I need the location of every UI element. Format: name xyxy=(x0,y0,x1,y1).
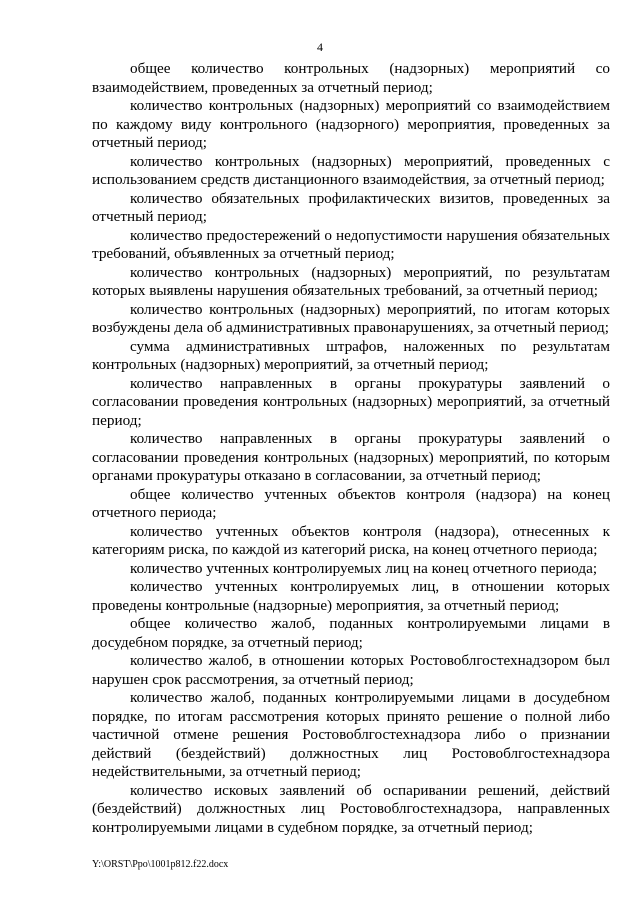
paragraph: общее количество жалоб, поданных контролируемыми лицами в досудебном порядке, за отчетный период; xyxy=(92,615,610,651)
file-path-footer: Y:\ORST\Ppo\1001p812.f22.docx xyxy=(92,859,229,870)
paragraph: общее количество контрольных (надзорных) мероприятий со взаимодействием, проведенных за отчетный период; xyxy=(92,60,610,96)
paragraph: количество обязательных профилактических визитов, проведенных за отчетный период; xyxy=(92,189,610,225)
paragraph: количество предостережений о недопустимости нарушения обязательных требований, объявленных за отчетный период; xyxy=(92,226,610,262)
paragraph: количество исковых заявлений об оспаривании решений, действий (бездействий) должностных лиц Ростовоблгостехнадзора, направленных контролируемыми лицами в судебном порядке, за отчетный период; xyxy=(92,781,610,836)
paragraph: количество контрольных (надзорных) мероприятий, по итогам которых возбуждены дела об административных правонарушениях, за отчетный период; xyxy=(92,300,610,336)
paragraph: количество направленных в органы прокуратуры заявлений о согласовании проведения контрольных (надзорных) мероприятий, по которым органами прокуратуры отказано в согласовании, за отчетный период; xyxy=(92,430,610,484)
paragraph: количество жалоб, поданных контролируемыми лицами в досудебном порядке, по итогам рассмотрения которых принято решение о полной либо частичной отмене решения Ростовоблгостехнадзора либо о признании действий (бездействий) должностных лиц Ростовоблгостехнадзора недействительными, за отчетный период; xyxy=(92,689,610,780)
paragraph: количество учтенных контролируемых лиц, в отношении которых проведены контрольные (надзорные) мероприятия, за отчетный период; xyxy=(92,578,610,614)
paragraph: количество контрольных (надзорных) мероприятий со взаимодействием по каждому виду контрольного (надзорного) мероприятия, проведенных за отчетный период; xyxy=(92,97,610,151)
paragraph: общее количество учтенных объектов контроля (надзора) на конец отчетного периода; xyxy=(92,485,610,521)
paragraph: количество учтенных контролируемых лиц на конец отчетного периода; xyxy=(130,559,598,577)
paragraph: количество жалоб, в отношении которых Ростовоблгостехнадзором был нарушен срок рассмотрения, за отчетный период; xyxy=(92,652,610,688)
document-body xyxy=(92,60,610,837)
paragraph: количество учтенных объектов контроля (надзора), отнесенных к категориям риска, по каждой из категорий риска, на конец отчетного периода; xyxy=(92,522,610,558)
paragraph: количество контрольных (надзорных) мероприятий, по результатам которых выявлены нарушения обязательных требований, за отчетный период; xyxy=(92,263,610,299)
paragraph: количество направленных в органы прокуратуры заявлений о согласовании проведения контрольных (надзорных) мероприятий, за отчетный период; xyxy=(92,374,610,429)
paragraph: количество контрольных (надзорных) мероприятий, проведенных с использованием средств дистанционного взаимодействия, за отчетный период; xyxy=(92,152,610,188)
paragraph: сумма административных штрафов, наложенных по результатам контрольных (надзорных) мероприятий, за отчетный период; xyxy=(92,337,610,373)
page-number: 4 xyxy=(317,40,323,54)
